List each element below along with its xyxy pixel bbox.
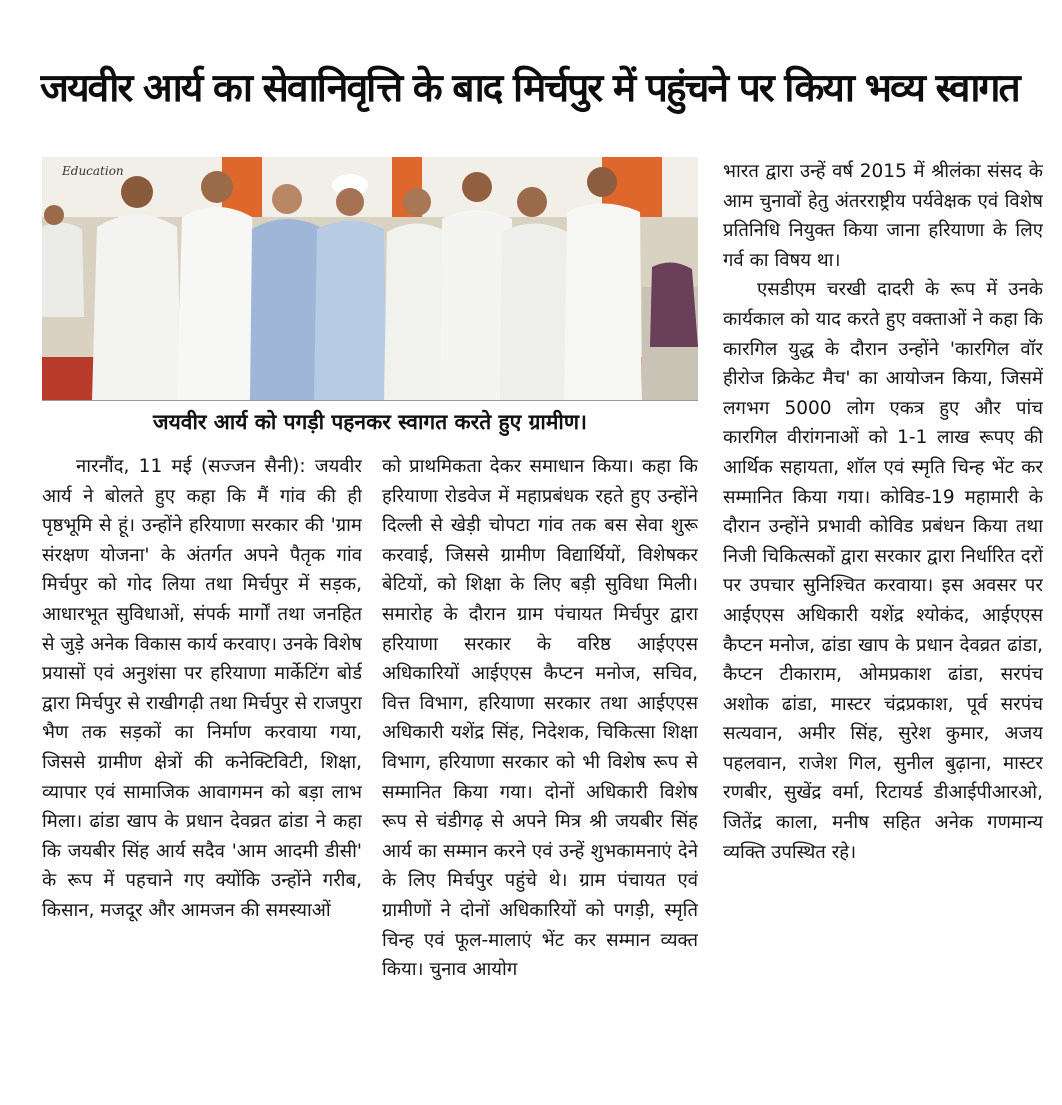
dateline: नारनौंद, 11 मई (सज्जन सैनी):: [76, 456, 306, 477]
article-paragraph: को प्राथमिकता देकर समाधान किया। कहा कि हरियाणा रोडवेज में महाप्रबंधक रहते हुए उन्होंने दिल्ली से खेड़ी चोपटा गांव तक बस सेवा शुरू करवाई, जिससे ग्रामीण विद्यार्थियों, विशेषकर बेटियों, को शिक्षा के लिए बड़ी सुविधा मिली। समारोह के दौरान ग्राम पंचायत मिर्चपुर द्वारा हरियाणा सरकार के वरिष्ठ आईएएस अधिकारियों आईएएस कैप्टन मनोज, सचिव, वित्त विभाग, हरियाणा सरकार तथा आईएएस अधिकारी यशेंद्र सिंह, निदेशक, चिकित्सा शिक्षा विभाग, हरियाणा सरकार को भी विशेष रूप से सम्मानित किया गया। दोनों अधिकारी विशेष रूप से चंडीगढ़ से अपने मित्र श्री जयबीर सिंह आर्य का सम्मान करने एवं उन्हें शुभकामनाएं देने के लिए मिर्चपुर पहुंचे थे। ग्राम पंचायत एवं ग्रामीणों ने दोनों अधिकारियों को पगड़ी, स्मृति चिन्ह एवं फूल-मालाएं भेंट कर सम्मान व्यक्त किया। चुनाव आयोग: [382, 456, 698, 981]
article-column-1: [42, 452, 362, 1092]
photo-group-of-men: [42, 157, 698, 400]
article-paragraph: [42, 452, 362, 926]
headline: जयवीर आर्य का सेवानिवृत्ति के बाद मिर्चपुर में पहुंचने पर किया भव्य स्वागत: [40, 66, 1019, 111]
article-column-2: [382, 452, 698, 1092]
article-paragraph: एसडीएम चरखी दादरी के रूप में उनके कार्यकाल को याद करते हुए वक्ताओं ने कहा कि कारगिल युद्ध के दौरान उन्होंने 'कारगिल वॉर हीरोज क्रिकेट मैच' का आयोजन किया, जिसमें लगभग 5000 लोग एकत्र हुए और पांच कारगिल वीरांगनाओं को 1-1 लाख रूपए की आर्थिक सहायता, शॉल एवं स्मृति चिन्ह भेंट कर सम्मानित किया गया। कोविड-19 महामारी के दौरान उन्होंने प्रभावी कोविड प्रबंधन किया तथा निजी चिकित्सकों द्वारा सरकार द्वारा निर्धारित दरों पर उपचार सुनिश्चित करवाया। इस अवसर पर आईएएस अधिकारी यशेंद्र श्योकंद, आईएएस कैप्टन मनोज, ढांडा खाप के प्रधान देवव्रत ढांडा, कैप्टन टीकाराम, ओमप्रकाश ढांडा, सरपंच अशोक ढांडा, मास्टर चंद्रप्रकाश, पूर्व सरपंच सत्यवान, अमीर सिंह, सुरेश कुमार, अजय पहलवान, राजेश गिल, सुनील बुढ़ाना, मास्टर रणबीर, सुखेंद्र वर्मा, रिटायर्ड डीआईपीआरओ, जितेंद्र काला, मनीष सहित अनेक गणमान्य व्यक्ति उपस्थित रहे।: [723, 279, 1043, 863]
photo-caption: जयवीर आर्य को पगड़ी पहनकर स्वागत करते हुए ग्रामीण।: [153, 410, 587, 434]
article-column-3: [723, 157, 1043, 1092]
photo-board-text: Education: [62, 164, 124, 178]
article-text: जयवीर आर्य ने बोलते हुए कहा कि मैं गांव की ही पृष्ठभूमि से हूं। उन्होंने हरियाणा सरकार की 'ग्राम संरक्षण योजना' के अंतर्गत अपने पैतृक गांव मिर्चपुर को गोद लिया तथा मिर्चपुर में सड़क, आधारभूत सुविधाओं, संपर्क मार्गों तथा जनहित से जुड़े अनेक विकास कार्य करवाए। उनके विशेष प्रयासों एवं अनुशंसा पर हरियाणा मार्केटिंग बोर्ड द्वारा मिर्चपुर से राखीगढ़ी तथा मिर्चपुर से राजपुरा भैण तक सड़कों का निर्माण करवाया गया, जिससे ग्रामीण क्षेत्रों की कनेक्टिविटी, शिक्षा, व्यापार एवं सामाजिक आवागमन को बड़ा लाभ मिला। ढांडा खाप के प्रधान देवव्रत ढांडा ने कहा कि जयबीर सिंह आर्य सदैव 'आम आदमी डीसी' के रूप में पहचाने गए क्योंकि उन्होंने गरीब, किसान, मजदूर और आमजन की समस्याओं: [42, 456, 362, 921]
article-paragraph: भारत द्वारा उन्हें वर्ष 2015 में श्रीलंका संसद के आम चुनावों हेतु अंतरराष्ट्रीय पर्यवेक्षक एवं विशेष प्रतिनिधि नियुक्त किया जाना हरियाणा के लिए गर्व का विषय था।: [723, 161, 1043, 271]
news-photo: [42, 157, 698, 401]
